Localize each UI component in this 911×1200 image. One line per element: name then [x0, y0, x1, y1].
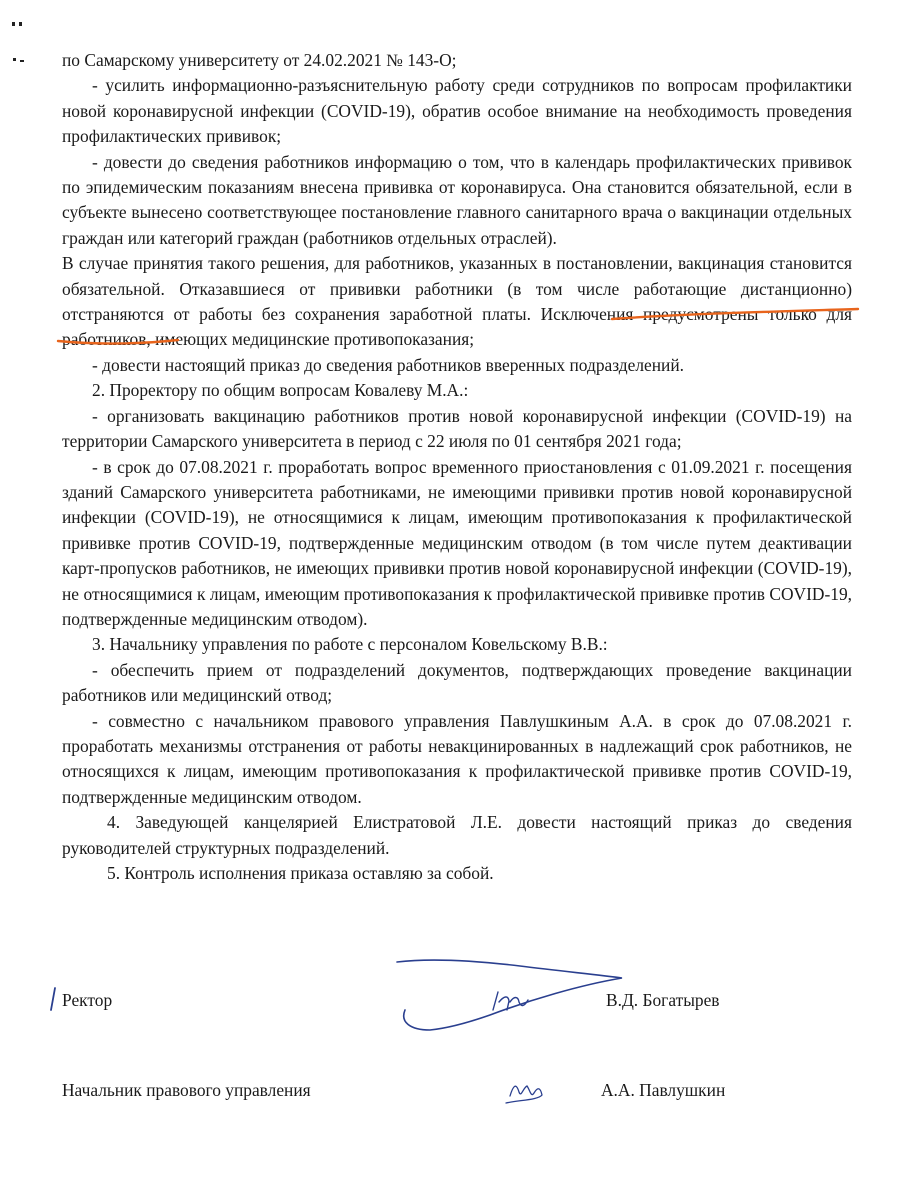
paragraph-item: - совместно с начальником правового управления Павлушкиным А.А. в срок до 07.08.2021 г. проработать механизмы отстранения от работы невакцинированных в надлежащий срок работников, не относящихся к лицам, имеющим противопоказания к профилактической прививке против COVID-19, подтвержденные медицинским отводом. [62, 710, 852, 807]
paragraph-item: - организовать вакцинацию работников против новой коронавирусной инфекции (COVID-19) на территории Самарского университета в период с 22 июля по 01 сентября 2021 года; [62, 405, 852, 452]
scan-mark-1 [12, 22, 15, 26]
underlined-phrase: (в том числе работающие дистанционно) [507, 278, 852, 299]
legal-signature [506, 1086, 542, 1103]
section-item: 5. Контроль исполнения приказа оставляю за собой. [107, 863, 494, 883]
paragraph-item: - довести настоящий приказ до сведения работников вверенных подразделений. [92, 354, 685, 375]
legal-name: А.А. Павлушкин [601, 1080, 726, 1100]
scan-mark-4 [20, 60, 24, 62]
rector-signature [397, 960, 622, 1030]
section-heading: 2. Проректору по общим вопросам Ковалеву М.А.: [92, 380, 469, 401]
section-heading: 3. Начальнику управления по работе с персоналом Ковельскому В.В.: [92, 634, 608, 655]
legal-title: Начальник правового управления [62, 1080, 311, 1100]
rector-title: Ректор [62, 990, 113, 1010]
paragraph-item: - довести до сведения работников информацию о том, что в календарь профилактических прививок по эпидемическим показаниям внесена прививка от коронавируса. Она становится обязательной, если в субъекте вынесено соответствующее постановление главного санитарного врача о вакцинации отдельных граждан или категорий граждан (работников отдельных отраслей). [62, 151, 852, 248]
paragraph-item [62, 251, 852, 353]
margin-tick-mark [51, 988, 55, 1010]
scan-mark-2 [19, 22, 22, 26]
paragraph-item: - усилить информационно-разъяснительную работу среди сотрудников по вопросам профилактики новой коронавирусной инфекции (COVID-19), обратив особое внимание на необходимость проведения профилактических прививок; [62, 75, 852, 147]
paragraph-intro: по Самарскому университету от 24.02.2021 № 143-О; [62, 50, 457, 70]
section-item: 4. Заведующей канцелярией Елистратовой Л.Е. довести настоящий приказ до сведения руководителей структурных подразделений. [62, 812, 852, 858]
paragraph-text: отстраняются от работы без сохранения заработной платы. Исключения предусмотрены только для работников, имеющих медицинские противопоказания; [62, 304, 852, 350]
paragraph-item: - в срок до 07.08.2021 г. проработать вопрос временного приостановления с 01.09.2021 г. посещения зданий Самарского университета работниками, не имеющими прививки против новой коронавирусной инфекции (COVID-19), не относящимися к лицам, имеющим противопоказания к профилактической прививке против COVID-19, подтвержденные медицинским отводом (в том числе путем деактивации карт-пропусков работников, не имеющих прививки против новой коронавирусной инфекции (COVID-19), не относящимися к лицам, имеющим противопоказания к профилактической прививке против COVID-19, подтвержденные медицинским отводом). [62, 456, 852, 629]
paragraph-text: В случае принятия такого решения, для работников, указанных в постановлении, вакцинация становится обязательной. Отказавшиеся от прививки работники [62, 253, 852, 299]
rector-signature-initials [493, 992, 528, 1010]
scan-mark-3 [13, 58, 16, 61]
paragraph-item: - обеспечить прием от подразделений документов, подтверждающих проведение вакцинации работников или медицинский отвод; [62, 659, 852, 706]
rector-name: В.Д. Богатырев [606, 990, 720, 1010]
document-body [62, 48, 852, 886]
